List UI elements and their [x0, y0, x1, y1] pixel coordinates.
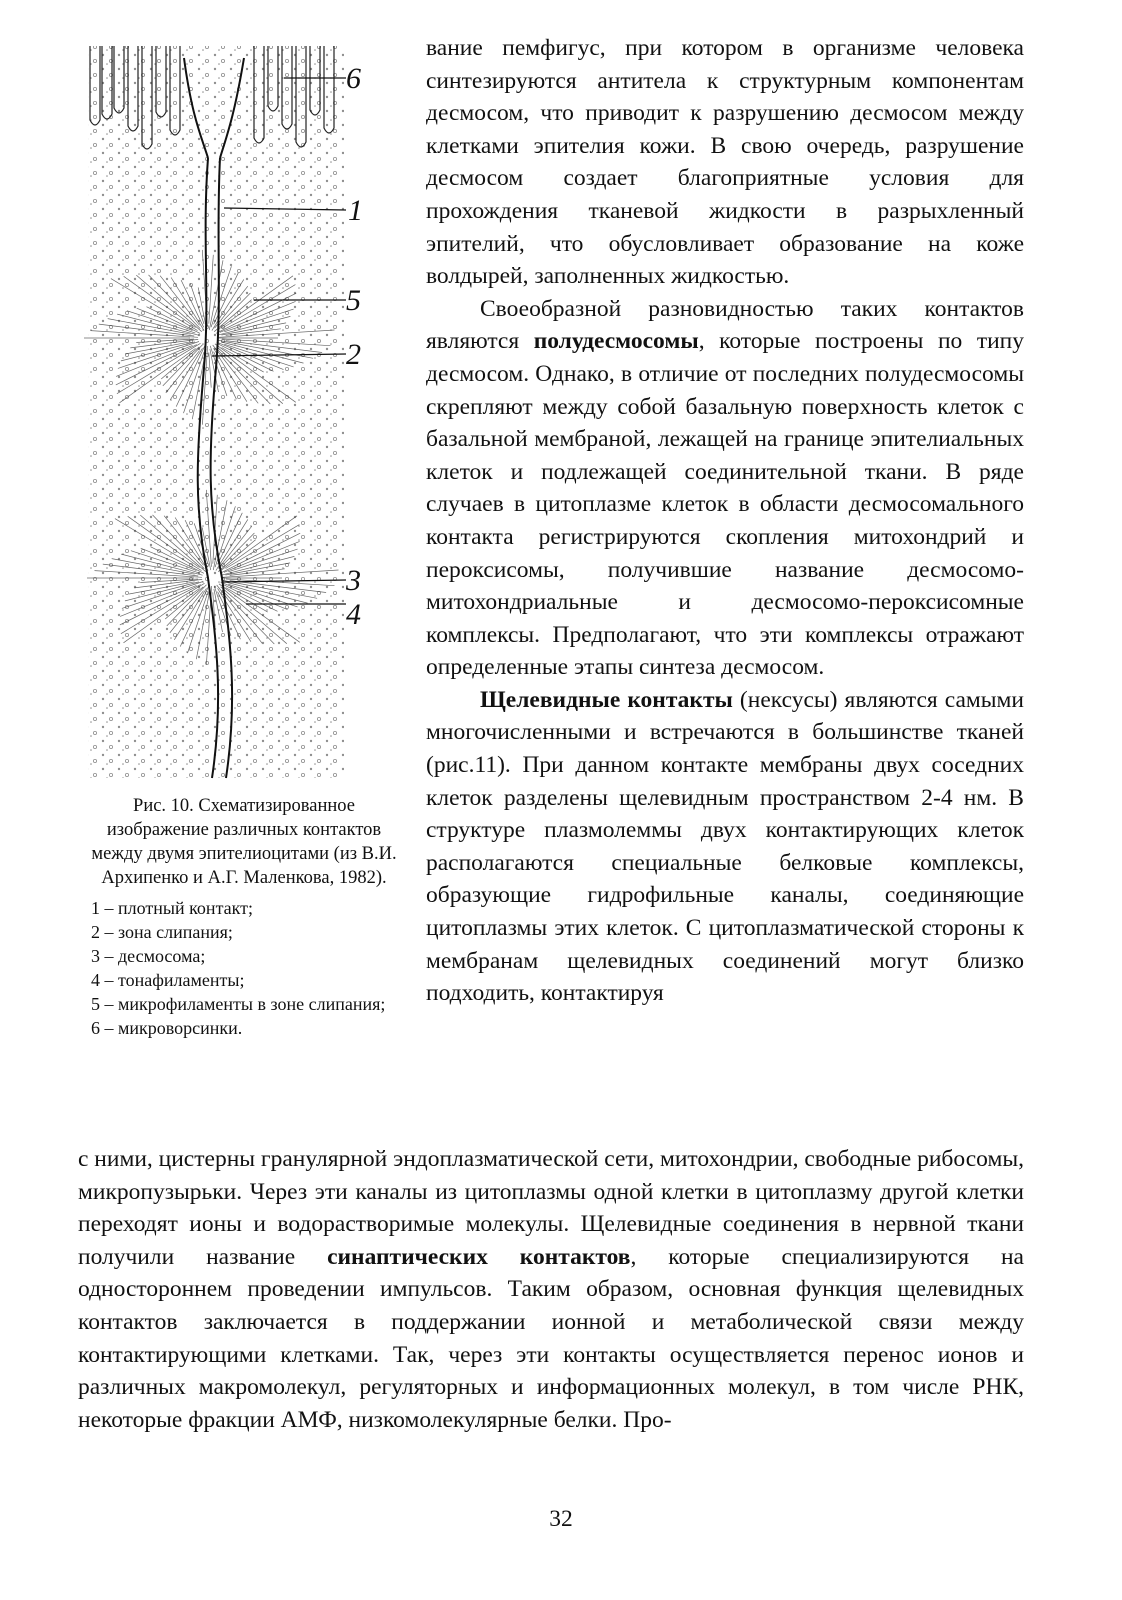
- legend-item: 2 – зона слипания;: [91, 922, 233, 942]
- figure-label-4: 4: [346, 598, 361, 631]
- figure-drawing: [84, 38, 384, 790]
- legend-item: 6 – микроворсинки.: [91, 1018, 243, 1038]
- epithelial-contacts-figure: [84, 38, 384, 790]
- figure-label-6: 6: [346, 62, 361, 95]
- page-number: 32: [549, 1506, 573, 1532]
- right-column-text: [426, 32, 1024, 1010]
- figure-label-2: 2: [346, 338, 361, 371]
- legend-item: 3 – десмосома;: [91, 946, 206, 966]
- cytoplasm-texture: [88, 46, 344, 778]
- caption-title: Рис. 10. Схематизированное изображение различных контактов между двумя эпителиоцитами (из В.И. Архипенко и А.Г. Маленкова, 1982).: [91, 796, 397, 888]
- figure-caption: [84, 794, 404, 1040]
- text-run: с ними, цистерны гранулярной эндоплазматической сети, митохондрии, свободные рибосомы, микропузырьки. Через эти каналы из цитоплазмы одной клетки в цитоплазму другой клетки переходят ионы и водорастворимые молекулы. Щелевидные соединения в нервной ткани получили название: [78, 1146, 1024, 1270]
- text-run: , которые построены по типу десмосом. Однако, в отличие от последних полудесмосомы скрепляют между собой базальную поверхность клеток с базальной мембраной, лежащей на границе эпителиальных клеток и подлежащей соединительной ткани. В ряде случаев в цитоплазме клеток в области десмосомального контакта регистрируются скопления митохондрий и пероксисомы, получившие название десмосомо-митохондриальные и десмосомо-пероксисомные комплексы. Предполагают, что эти комплексы отражают определенные этапы синтеза десмосом.: [426, 328, 1024, 681]
- text-run: Своеобразной разновидностью таких контактов являются: [426, 295, 1024, 355]
- paragraph-hemidesmosomes: [426, 293, 1024, 684]
- legend-item: 4 – тонафиламенты;: [91, 970, 245, 990]
- full-width-text: [78, 1143, 1024, 1436]
- caption-legend: [84, 896, 404, 1040]
- figure-label-1: 1: [348, 194, 363, 227]
- figure-label-3: 3: [346, 564, 361, 597]
- term-synaptic-contacts: синаптических контактов: [327, 1243, 631, 1270]
- paragraph-pemphigus: вание пемфигус, при котором в организме человека синтезируются антитела к структурным компонентам десмосом, что приводит к разрушению десмосом между клетками эпителия кожи. В свою очередь, разрушение десмосом создает благоприятные условия для прохождения тканевой жидкости в разрыхленный эпителий, что обусловливает образование на коже волдырей, заполненных жидкостью.: [426, 35, 1024, 290]
- figure-labels: [345, 62, 363, 631]
- term-hemidesmosomes: полудесмосомы: [533, 328, 699, 355]
- legend-item: 1 – плотный контакт;: [91, 898, 254, 918]
- figure-label-5: 5: [346, 284, 361, 317]
- term-gap-junctions: Щелевидные контакты: [480, 686, 733, 713]
- legend-item: 5 – микрофиламенты в зоне слипания;: [91, 994, 386, 1014]
- paragraph-gap-junctions-continued: [78, 1143, 1024, 1436]
- paragraph-gap-junctions: [426, 684, 1024, 1010]
- text-run: , которые специализируются на одностороннем проведении импульсов. Таким образом, основная функция щелевидных контактов заключается в поддержании ионной и метаболической связи между контактирующими клетками. Так, через эти контакты осуществляется перенос ионов и различных макромолекул, регуляторных и информационных молекул, в том числе РНК, некоторые фракции АМФ, низкомолекулярные белки. Про-: [78, 1243, 1024, 1433]
- text-run: (нексусы) являются самыми многочисленными и встречаются в большинстве тканей (рис.11). При данном контакте мембраны двух соседних клеток разделены щелевидным пространством 2-4 нм. В структуре плазмолеммы двух контактирующих клеток располагаются специальные белковые комплексы, образующие гидрофильные каналы, соединяющие цитоплазмы этих клеток. С цитоплазматической стороны к мембранам щелевидных соединений могут близко подходить, контактируя: [426, 686, 1025, 1007]
